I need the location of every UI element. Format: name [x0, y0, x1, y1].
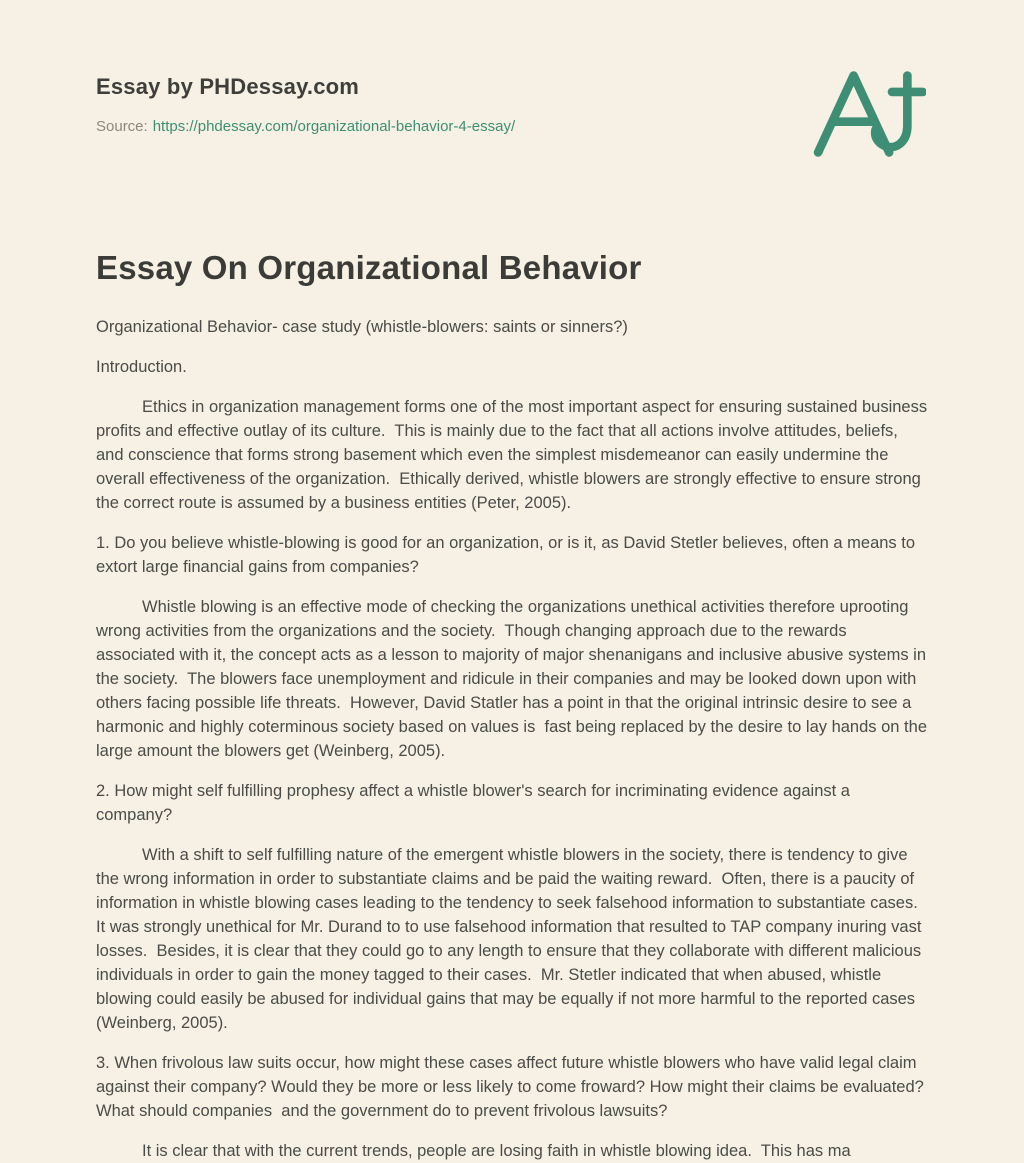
essay-title: Essay On Organizational Behavior	[96, 249, 642, 286]
answer-2: With a shift to self fulfilling nature of the emergent whistle blowers in the society, there is tendency to give the wrong information in order to substantiate claims and be paid the waiting reward. Often, there is a paucity of information in whistle blowing cases leading to the tendency to seek falsehood information to substantiate cases. It was strongly unethical for Mr. Durand to to use falsehood information that resulted to TAP company inuring vast losses. Besides, it is clear that they could go to any length to ensure that they collaborate with different malicious individuals in order to gain the money tagged to their cases. Mr. Stetler indicated that when abused, whistle blowing could easily be abused for individual gains that may be equally if not more harmful to the reported cases (Weinberg, 2005).	[96, 846, 927, 1032]
header-text-block	[96, 74, 515, 135]
paragraph-introduction: Introduction.	[96, 358, 187, 376]
site-title: Essay by PHDessay.com	[96, 74, 360, 99]
source-line	[96, 118, 515, 135]
question-2: 2. How might self fulfilling prophesy affect a whistle blower's search for incriminating evidence against a company?	[96, 782, 855, 824]
paragraph-case-study: Organizational Behavior- case study (whistle-blowers: saints or sinners?)	[96, 318, 628, 336]
paragraph-intro-body: Ethics in organization management forms one of the most important aspect for ensuring sustained business profits and effective outlay of its culture. This is mainly due to the fact that all actions involve attitudes, beliefs, and conscience that forms strong basement which even the simplest misdemeanor can easily undermine the overall effectiveness of the organization. Ethically derived, whistle blowers are strongly effective to ensure strong the correct route is assumed by a business entities (Peter, 2005).	[96, 398, 932, 512]
source-url-link[interactable]: https://phdessay.com/organizational-behavior-4-essay/	[152, 118, 516, 135]
question-1: 1. Do you believe whistle-blowing is good for an organization, or is it, as David Stetler believes, often a means to extort large financial gains from companies?	[96, 534, 920, 576]
answer-1: Whistle blowing is an effective mode of checking the organizations unethical activities therefore uprooting wrong activities from the organizations and the society. Though changing approach due to the rewards associated with it, the concept acts as a lesson to majority of major shenanigans and inclusive abusive systems in the society. The blowers face unemployment and ridicule in their companies and may be looked down upon with others facing possible life threats. However, David Statler has a point in that the original intrinsic desire to see a harmonic and highly coterminous society based on values is fast being replaced by the desire to lay hands on the large amount the blowers get (Weinberg, 2005).	[96, 598, 932, 760]
source-label: Source:	[96, 118, 148, 135]
header	[96, 74, 928, 167]
phdessay-logo-icon	[810, 66, 926, 167]
essay-body	[96, 315, 932, 1163]
question-3: 3. When frivolous law suits occur, how might these cases affect future whistle blowers who have valid legal claim against their company? Would they be more or less likely to come froward? How might their claims be evaluated? What should companies and the government do to prevent frivolous lawsuits?	[96, 1054, 929, 1120]
answer-3: It is clear that with the current trends, people are losing faith in whistle blowing idea. This has ma	[142, 1142, 851, 1160]
